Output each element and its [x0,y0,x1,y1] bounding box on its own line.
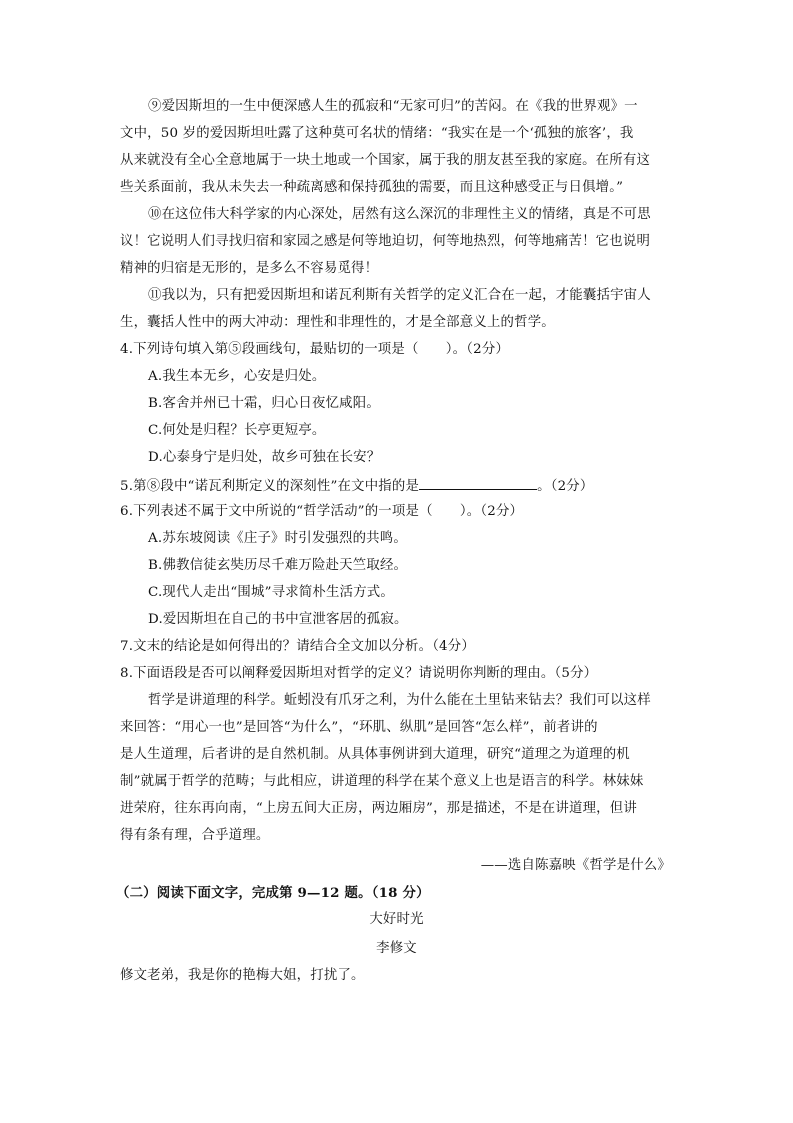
paragraph-10-line-2: 议！它说明人们寻找归宿和家园之感是何等地迫切，何等地热烈，何等地痛苦！它也说明 [120,234,651,249]
question-6-option-a: A.苏东坡阅读《庄子》时引发强烈的共鸣。 [148,531,407,546]
answer-blank [419,476,537,490]
paragraph-10-line-3: 精神的归宿是无形的，是多么不容易觅得！ [120,261,379,276]
story-first-line: 修文老弟，我是你的艳梅大姐，打扰了。 [120,968,365,983]
excerpt-line-4: 制”就属于哲学的范畴；与此相应，讲道理的科学在某个意义上也是语言的科学。林妹妹 [120,774,644,789]
question-6-stem: 6.下列表述不属于文中所说的“哲学活动”的一项是（ ）。（2分） [120,504,524,519]
question-5-stem-points: 。（2分） [537,479,594,494]
question-6-option-b: B.佛教信徒玄奘历尽千难万险赴天竺取经。 [148,558,408,573]
question-8-stem: 8.下面语段是否可以阐释爱因斯坦对哲学的定义？请说明你判断的理由。（5分） [120,666,598,681]
question-5-stem [120,476,593,496]
paragraph-10-line-1: ⑩在这位伟大科学家的内心深处，居然有这么深沉的非理性主义的情绪，真是不可思 [148,207,651,222]
excerpt-source: ——选自陈嘉映《哲学是什么》 [480,858,671,873]
paragraph-11-line-2: 生，囊括人性中的两大冲动：理性和非理性的，才是全部意义上的哲学。 [120,315,555,330]
question-4-stem: 4.下列诗句填入第⑤段画线句，最贴切的一项是（ ）。（2分） [120,342,510,357]
question-4-option-d: D.心泰身宁是归处，故乡可独在长安？ [148,450,381,465]
question-5-stem-text: 5.第⑧段中“诺瓦利斯定义的深刻性”在文中指的是 [120,479,420,494]
question-4-option-c: C.何处是归程？长亭更短亭。 [148,423,326,438]
story-author: 李修文 [376,941,417,956]
question-6-option-d: D.爱因斯坦在自己的书中宣泄客居的孤寂。 [148,612,408,627]
paragraph-9-line-4: 些关系面前，我从未失去一种疏离感和保持孤独的需要，而且这种感受正与日俱增。” [120,180,624,195]
paragraph-9-line-1: ⑨爱因斯坦的一生中便深感人生的孤寂和“无家可归”的苦闷。在《我的世界观》一 [148,99,638,114]
story-title: 大好时光 [369,912,424,927]
paragraph-9-line-3: 从来就没有全心全意地属于一块土地或一个国家，属于我的朋友甚至我的家庭。在所有这 [120,153,651,168]
question-4-option-b: B.客舍并州已十霜，归心日夜忆咸阳。 [148,396,380,411]
section-2-heading: （二）阅读下面文字，完成第 9—12 题。（18 分） [116,885,430,901]
paragraph-11-line-1: ⑪我以为，只有把爱因斯坦和诺瓦利斯有关哲学的定义汇合在一起，才能囊括宇宙人 [148,288,651,303]
excerpt-line-5: 进荣府，往东再向南，“上房五间大正房，两边厢房”，那是描述，不是在讲道理，但讲 [120,801,637,816]
question-6-option-c: C.现代人走出“围城”寻求简朴生活方式。 [148,585,394,600]
question-4-option-a: A.我生本无乡，心安是归处。 [148,369,326,384]
excerpt-line-1: 哲学是讲道理的科学。蚯蚓没有爪牙之利，为什么能在土里钻来钻去？我们可以这样 [148,693,651,708]
paragraph-9-line-2: 文中，50 岁的爱因斯坦吐露了这种莫可名状的情绪：“我实在是一个‘孤独的旅客’，我 [120,126,634,141]
excerpt-line-6: 得有条有理，合乎道理。 [120,828,270,843]
excerpt-line-3: 是人生道理，后者讲的是自然机制。从具体事例讲到大道理，研究“道理之为道理的机 [120,747,630,762]
question-7-stem: 7.文末的结论是如何得出的？请结合全文加以分析。（4分） [120,639,475,654]
excerpt-line-2: 来回答：“用心一也”是回答“为什么”，“环肌、纵肌”是回答“怎么样”，前者讲的 [120,720,598,735]
